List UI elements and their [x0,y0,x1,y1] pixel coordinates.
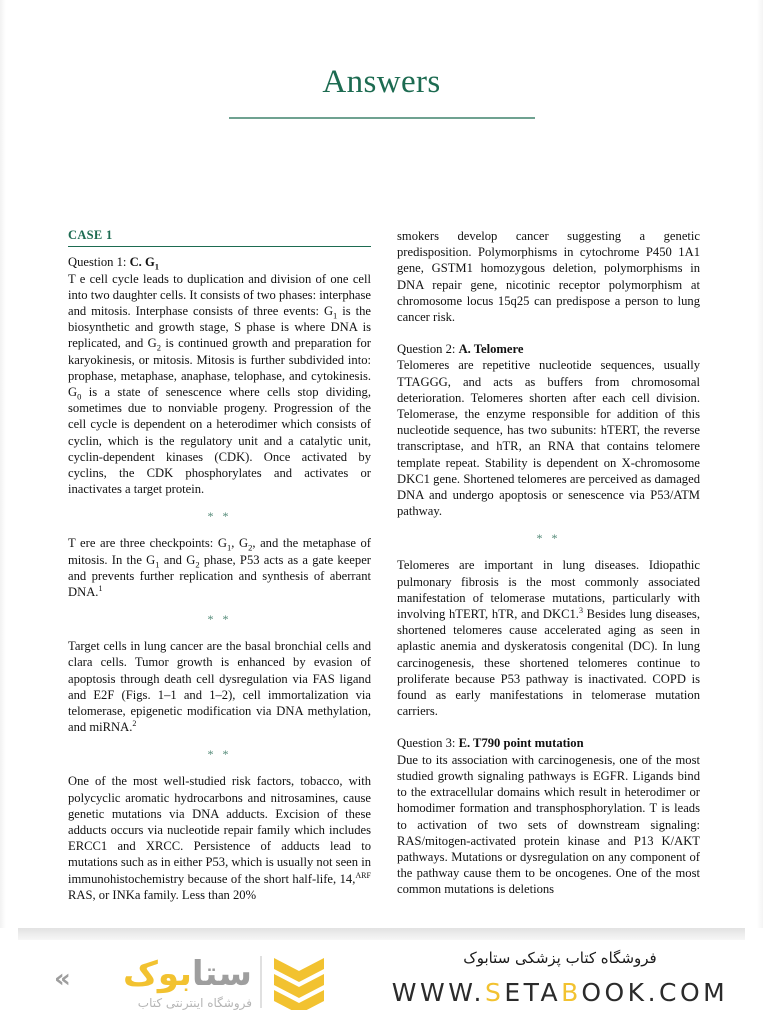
url-part-2: S [485,978,505,1007]
section-separator-asterisks-3: * * [207,747,232,762]
page-edge-shadow-right [757,0,763,940]
paragraph-q1-continued: smokers develop cancer suggesting a genetic predisposition. Polymorphisms in cytochrome P450 1A1 gene, GSTM1 homozygous deletion, polymorphisms in DNA repair gene, nicotinic receptor polymorphism at chromosome locus 15q25 can predispose a person to lung cancer risk. [397,229,700,325]
paragraph-q2-body: Telomeres are repetitive nucleotide sequences, usually TTAGGG, and acts as buffers from chromosomal deterioration. Telomeres shorten after each cell division. Telomerase, the enzyme responsible for addition of this nucleotide sequence, has two subunits: hTERT, the reverse transcriptase, and hTR, an RNA that contains telomere template repeat. Stability is dependent on X-chromosome DKC1 gene. Shortened telomeres are perceived as damaged DNA and undergo apoptosis or senescence via P53/ATM pathway. [397,358,700,519]
logo-chevron-icon [274,958,324,1010]
url-part-1: WWW. [391,978,485,1007]
spacer-before-question-2 [397,325,700,341]
title-underline-rule [229,117,535,119]
logo-vertical-divider [260,956,262,1008]
section-separator-asterisks-2: * * [207,612,232,627]
question-1-answer-subscript: 1 [154,261,160,272]
question-2-prefix: Question 2: [397,342,459,357]
question-1-line [68,254,371,270]
question-1-prefix: Question 1: [68,255,130,270]
section-separator-asterisks-1: * * [207,509,232,524]
question-3-answer: E. T790 point mutation [458,736,584,751]
spacer-before-question-3 [397,719,700,735]
url-part-4: B [561,978,582,1007]
case-heading-rule [68,246,371,247]
footer-url[interactable] [390,976,730,1010]
question-3-prefix: Question 3: [397,736,459,751]
paragraph-q3-body: Due to its association with carcinogenesis, one of the most studied growth signaling pathways is EGFR. Ligands bind to the extracellular domains which result in heterodimer or homodimer formation and transphosphorylation. T is leads to activation of two sets of downstream signaling: RAS/mitogen-activated protein kinase and P13 K/AKT pathways. Mutations or dysregulation on any component of the pathway cause them to be oncogenes. One of the most common mutations is deletions [397,752,700,897]
footer-top-divider [18,928,745,940]
logo-guillemet-icon: « [54,964,71,994]
right-column [397,228,700,918]
paragraph-q1-checkpoints: T ere are three checkpoints: $G_1$, $G_2$, and the metaphase of mitosis. In the $G_1$ and $G_2$ phase, P53 acts as a gate keeper and prevents further replication and synthesis of aberrant DNA.$^1$ [68,536,371,600]
logo-wordmark-gold: بوک [123,954,192,994]
setabook-logo[interactable] [52,950,317,1020]
question-2-answer: A. Telomere [458,342,524,357]
paragraph-q2-body2: Telomeres are important in lung diseases. Idiopathic pulmonary fibrosis is the most commonly associated manifestation of telomerase mutations, particularly with involving hTERT, hTR, and DKC1.$^3$ Besides lung diseases, shortened telomeres cause accelerated aging as seen in aplastic anemia and dyskeratosis congenital (DC). In lung carcinogenesis, these shortened telomeres continue to proliferate because P53 pathway is inactivated. COPD is found as early manifestations in telomerase mutation carriers. [397,558,700,719]
logo-subtitle: فروشگاه اینترنتی کتاب [137,996,252,1010]
two-column-body [68,228,700,918]
footer-tagline: فروشگاه کتاب پزشکی ستابوک [463,949,657,967]
url-part-5: OOK.COM [581,978,729,1007]
logo-wordmark-gray: ستا [191,954,252,994]
title-block [0,62,763,119]
page-title: Answers [322,64,441,100]
case-heading: CASE 1 [68,228,113,242]
left-column [68,228,371,918]
footer-watermark-band [0,928,763,1023]
question-3-line [397,735,700,751]
paragraph-q1-target-cells: Target cells in lung cancer are the basal bronchial cells and clara cells. Tumor growth is enhanced by evasion of apoptosis through death cell dysregulation via FAS ligand and E2F (Figs. 1–1 and 1–2), cell immortalization via telomerase, epigenetic modification via DNA methylation, and miRNA.$^2$ [68,639,371,735]
logo-wordmark [52,952,252,996]
url-part-3: ETA [504,978,562,1007]
footer-brand-text [390,946,730,1018]
paragraph-q1-tobacco: One of the most well-studied risk factors, tobacco, with polycyclic aromatic hydrocarbons and nitrosamines, cause genetic mutations via DNA adducts. Excision of these adducts occurs via nucleotide repair family which includes ERCC1 and XRCC. Persistence of adducts lead to mutations such as in either P53, which is usually not seen in immunohistochemistry because of the short half-life, 14,$^{ARF}$ RAS, or INKa family. Less than 20% [68,774,371,902]
question-1-answer-text: C. G [129,255,155,270]
question-1-answer [129,255,160,272]
question-2-line [397,341,700,357]
page-edge-shadow-left [0,0,6,940]
section-separator-asterisks-4: * * [536,531,561,546]
paragraph-q1-body: T e cell cycle leads to duplication and division of one cell into two daughter cells. It consists of two phases: interphase and mitosis. Interphase consists of three events: $G_1$ is the biosynthetic and growth stage, S phase is where DNA is replicated, and $G_2$ is continued growth and preparation for karyokinesis, or mitosis. Mitosis is further subdivided into: prophase, metaphase, anaphase, telophase, and cytokinesis. $G_0$ is a state of senescence where cells stop dividing, sometimes due to nonviable progeny. Progression of the cell cycle is dependent on a heterodimer which consists of cyclin, which is the regulatory unit and a catalytic unit, cyclin-dependent kinases (CDK). Once activated by cyclins, the CDK phosphorylates and activates or inactivates a target protein. [68,271,371,497]
